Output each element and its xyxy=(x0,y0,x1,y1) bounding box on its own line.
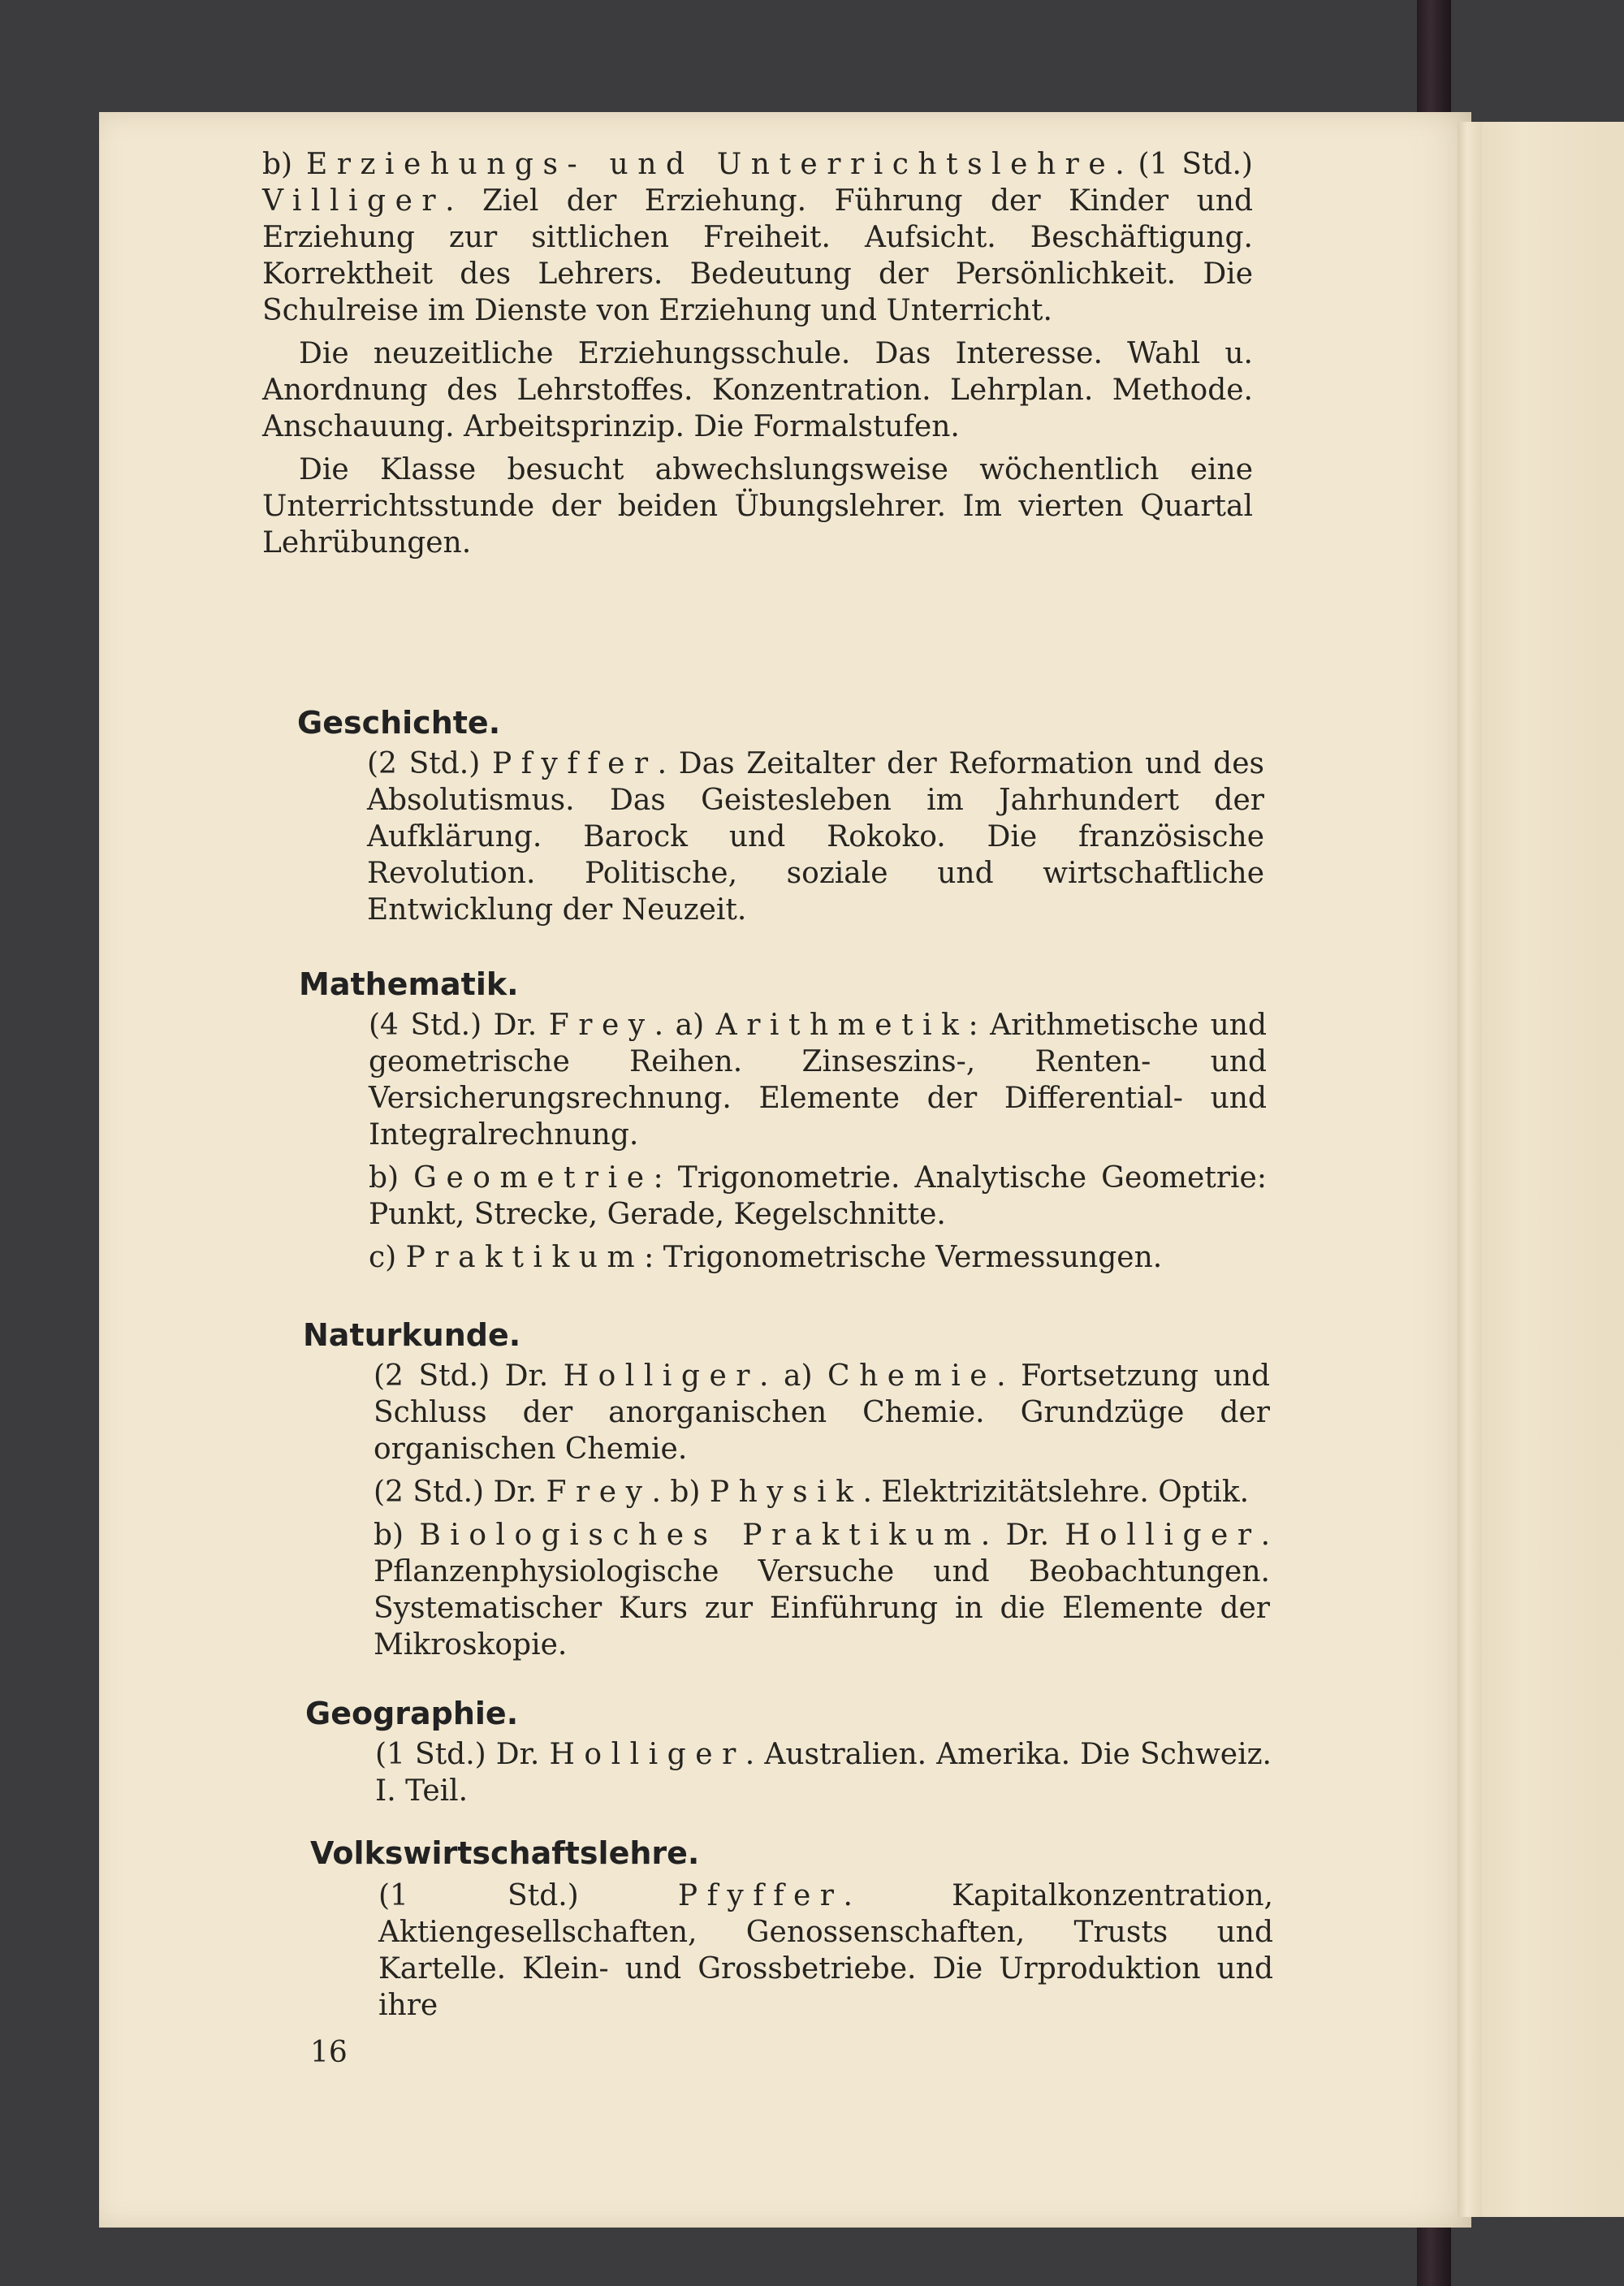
mathematik-paragraph-a: (4 Std.) Dr. Frey. a) Arithmetik: Arithmetische und geometrische Reihen. Zinseszins-, Renten- und Versicherungsrechnung. Elemente der Differential- und Integralrechnung. xyxy=(369,1009,1267,1152)
erziehung-paragraph-2: Die neuzeitliche Erziehungsschule. Das Interesse. Wahl u. Anordnung des Lehrstoffes. Konzentration. Lehrplan. Methode. Anschauung. Arbeitsprinzip. Die Formalstufen. xyxy=(262,337,1253,443)
volkswirtschaft-paragraph: (1 Std.) Pfyffer. Kapitalkonzentration, Aktiengesellschaften, Genossenschaften, Trusts und Kartelle. Klein- und Grossbetriebe. Die Urproduktion und ihre xyxy=(378,1879,1273,2022)
section-mathematik xyxy=(369,1007,1267,1276)
section-naturkunde xyxy=(374,1358,1270,1663)
heading-mathematik: Mathematik. xyxy=(299,966,519,1002)
mathematik-paragraph-b: b) Geometrie: Trigonometrie. Analytische Geometrie: Punkt, Strecke, Gerade, Kegelschnitte. xyxy=(369,1161,1267,1231)
heading-geschichte: Geschichte. xyxy=(297,705,501,741)
erziehung-paragraph-1: b) Erziehungs- und Unterrichtslehre. (1 Std.) Villiger. Ziel der Erziehung. Führung der Kinder und Erziehung zur sittlichen Freiheit. Aufsicht. Beschäftigung. Korrektheit des Lehrers. Bedeutung der Persönlichkeit. Die Schulreise im Dienste von Erziehung und Unterricht. xyxy=(262,148,1253,327)
naturkunde-paragraph-1: (2 Std.) Dr. Holliger. a) Chemie. Fortsetzung und Schluss der anorganischen Chemie. Grundzüge der organischen Chemie. xyxy=(374,1359,1270,1466)
erziehung-paragraph-3: Die Klasse besucht abwechslungsweise wöchentlich eine Unterrichtsstunde der beiden Übungslehrer. Im vierten Quartal Lehrübungen. xyxy=(262,453,1253,560)
geschichte-paragraph: (2 Std.) Pfyffer. Das Zeitalter der Reformation und des Absolutismus. Das Geistesleben im Jahrhundert der Aufklärung. Barock und Rokoko. Die französische Revolution. Politische, soziale und wirtschaftliche Entwicklung der Neuzeit. xyxy=(367,747,1265,927)
geographie-paragraph: (1 Std.) Dr. Holliger. Australien. Amerika. Die Schweiz. I. Teil. xyxy=(375,1738,1272,1808)
section-erziehung xyxy=(262,146,1253,561)
naturkunde-paragraph-2: (2 Std.) Dr. Frey. b) Physik. Elektrizitätslehre. Optik. xyxy=(374,1476,1250,1509)
naturkunde-paragraph-3: b) Biologisches Praktikum. Dr. Holliger. Pflanzenphysiologische Versuche und Beobachtungen. Systematischer Kurs zur Einführung in die Elemente der Mikroskopie. xyxy=(374,1519,1271,1662)
section-geographie xyxy=(375,1736,1272,1809)
page-number: 16 xyxy=(310,2036,348,2069)
heading-naturkunde: Naturkunde. xyxy=(303,1317,521,1353)
heading-geographie: Geographie. xyxy=(305,1696,519,1731)
section-geschichte xyxy=(367,745,1264,928)
heading-volkswirtschaftslehre: Volkswirtschaftslehre. xyxy=(310,1835,700,1871)
mathematik-paragraph-c: c) Praktikum: Trigonometrische Vermessungen. xyxy=(369,1241,1163,1274)
section-volkswirtschaftslehre xyxy=(378,1878,1273,2024)
